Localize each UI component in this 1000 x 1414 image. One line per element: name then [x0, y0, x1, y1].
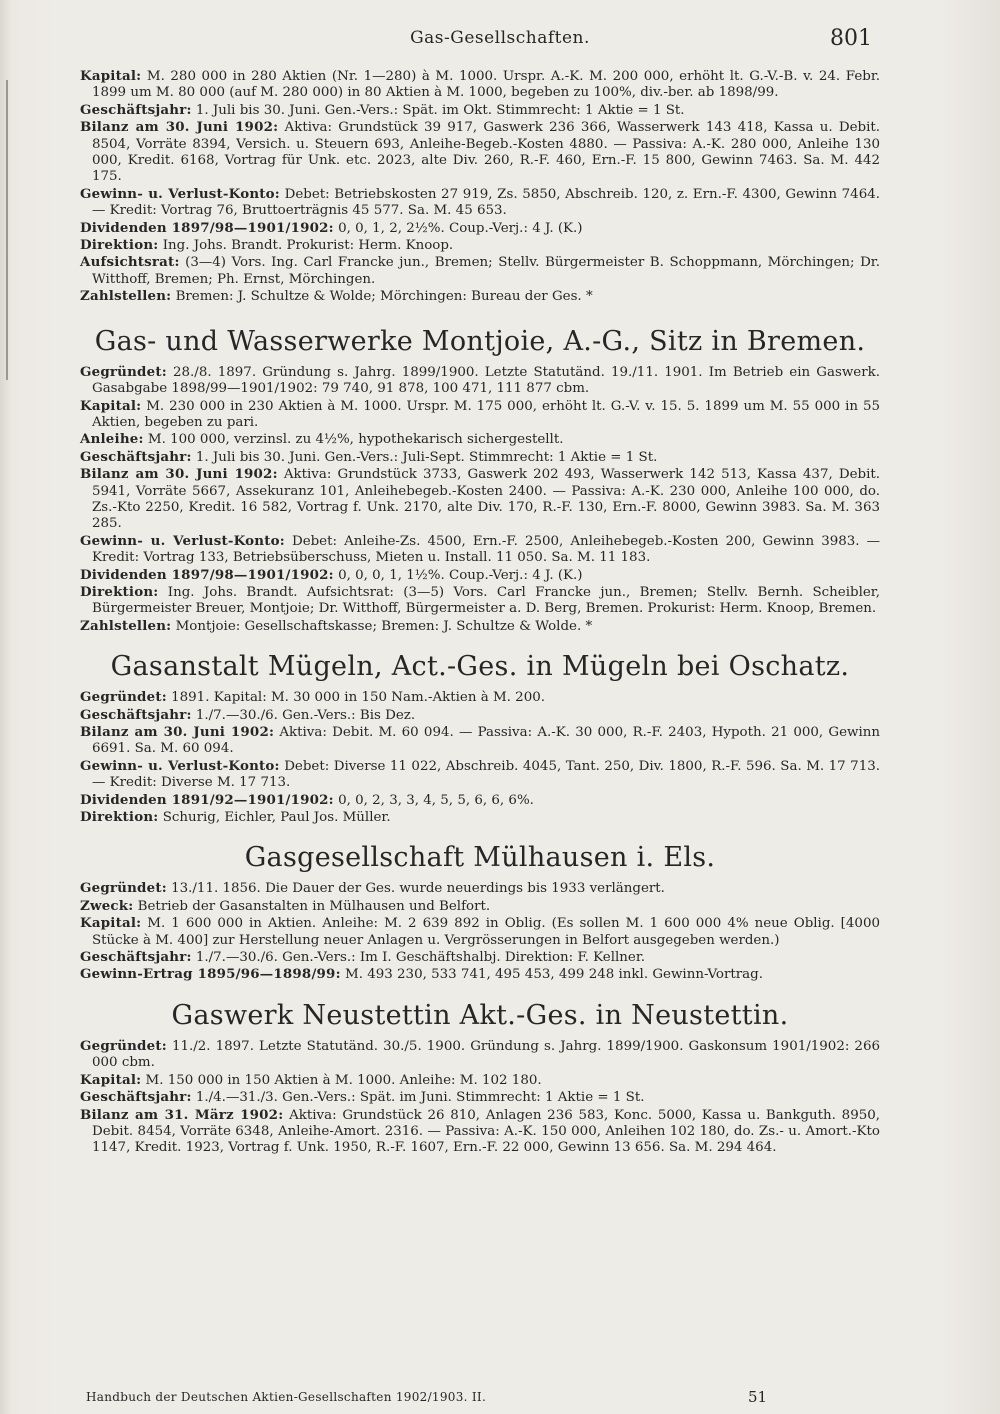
running-head: Gas-Gesellschaften. [410, 28, 590, 48]
binding-edge-shadow [6, 80, 8, 380]
entry-text: Debet: Betriebskosten 27 919, Zs. 5850, Abschreib. 120, z. Ern.-F. 4300, Gewinn 7464. — Kredit: Vortrag 76, Bruttoerträgnis 45 577. Sa. M. 45 653. [92, 186, 880, 219]
entry-label: Gegründet: [80, 689, 167, 706]
page-footer [86, 1388, 886, 1408]
entry-kapital [80, 1072, 880, 1089]
entry-label: Gegründet: [80, 1037, 167, 1054]
company-heading: Gasanstalt Mügeln, Act.-Ges. in Mügeln bei Oschatz. [110, 651, 850, 683]
entry-label: Direktion: [80, 237, 159, 254]
entry-gegruendet [80, 880, 880, 897]
entry-dividenden [80, 567, 880, 584]
entry-text: M. 493 230, 533 741, 495 453, 499 248 inkl. Gewinn-Vortrag. [345, 967, 763, 983]
entry-bilanz [80, 1107, 880, 1157]
entry-label: Gewinn- u. Verlust-Konto: [80, 532, 285, 549]
entry-label: Gewinn- u. Verlust-Konto: [80, 757, 280, 774]
company-entry [80, 364, 880, 636]
entry-direktion [80, 237, 880, 254]
entry-text: 0, 0, 1, 2, 2½%. Coup.-Verj.: 4 J. (K.) [338, 220, 583, 236]
entry-geschaeftsjahr [80, 1089, 880, 1106]
entry-bilanz [80, 119, 880, 186]
entry-label: Zahlstellen: [80, 288, 172, 305]
company-heading: Gaswerk Neustettin Akt.-Ges. in Neustettin. [171, 999, 789, 1031]
entry-text: 1. Juli bis 30. Juni. Gen.-Vers.: Juli-Sept. Stimmrecht: 1 Aktie = 1 St. [195, 449, 658, 465]
entry-label: Direktion: [80, 809, 159, 826]
entry-dividenden [80, 792, 880, 809]
entry-label: Kapital: [80, 68, 142, 84]
entry-label: Bilanz am 31. März 1902: [80, 1106, 284, 1123]
signature-mark: 51 [748, 1388, 768, 1406]
entry-label: Geschäftsjahr: [80, 101, 192, 118]
entry-geschaeftsjahr [80, 102, 880, 119]
entry-label: Zahlstellen: [80, 617, 172, 634]
company-entry [80, 1038, 880, 1157]
entry-label: Gegründet: [80, 880, 167, 897]
entry-label: Kapital: [80, 397, 142, 414]
entry-text: 0, 0, 0, 1, 1½%. Coup.-Verj.: 4 J. (K.) [338, 567, 583, 583]
entry-label: Bilanz am 30. Juni 1902: [80, 466, 278, 483]
entry-text: Bremen: J. Schultze & Wolde; Mörchingen: Bureau der Ges. * [175, 289, 593, 305]
entry-text: Debet: Anleihe-Zs. 4500, Ern.-F. 2500, Anleihebegeb.-Kosten 200, Gewinn 3983. — Kredit: Vortrag 133, Betriebsüberschuss, Mieten u. Install. 11 050. Sa. M. 11 183. [92, 533, 880, 566]
entry-label: Bilanz am 30. Juni 1902: [80, 724, 275, 740]
entry-kapital [80, 398, 880, 432]
entry-bilanz [80, 466, 880, 533]
company-heading: Gas- und Wasserwerke Montjoie, A.-G., Sitz in Bremen. [94, 325, 866, 357]
entry-text: 0, 0, 2, 3, 3, 4, 5, 5, 6, 6, 6%. [338, 792, 534, 808]
entry-kapital [80, 915, 880, 949]
entry-gegruendet [80, 364, 880, 398]
company-entry-continued [80, 68, 880, 306]
entry-gewinn-verlust [80, 533, 880, 567]
entry-label: Aufsichtsrat: [80, 254, 180, 271]
entry-text: M. 280 000 in 280 Aktien (Nr. 1—280) à M. 1000. Urspr. A.-K. M. 200 000, erhöht lt. G.-V.-B. v. 24. Febr. 1899 um M. 80 000 (auf M. 280 000) in 80 Aktien à M. 1000, begeben zu 100%, div.-ber. ab 1898/99. [92, 69, 881, 101]
entry-text: Schurig, Eichler, Paul Jos. Müller. [162, 810, 391, 826]
entry-label: Gewinn-Ertrag 1895/96—1898/99: [80, 966, 341, 983]
entry-geschaeftsjahr [80, 449, 880, 466]
entry-gewinn-ertrag [80, 966, 880, 983]
entry-text: Betrieb der Gasanstalten in Mülhausen und Belfort. [137, 898, 491, 914]
entry-text: 28./8. 1897. Gründung s. Jahrg. 1899/1900. Letzte Statutänd. 19./11. 1901. Im Betrieb ein Gaswerk. Gasabgabe 1898/99—1901/1902: 79 740, 91 878, 100 471, 111 877 cbm. [92, 364, 880, 397]
entry-zahlstellen [80, 288, 880, 305]
entry-text: 1. Juli bis 30. Juni. Gen.-Vers.: Spät. im Okt. Stimmrecht: 1 Aktie = 1 St. [195, 102, 685, 118]
entry-gewinn-verlust [80, 758, 880, 792]
entry-aufsichtsrat [80, 254, 880, 288]
entry-label: Anleihe: [80, 431, 144, 448]
entry-text: Aktiva: Grundstück 26 810, Anlagen 236 583, Konc. 5000, Kassa u. Bankguth. 8950, Debit. 8454, Vorräte 6348, Anleihe-Amort. 2316. — Passiva: A.-K. 150 000, Anleihen 102 180, do. Zs.- u. Amort.-Kto 1147, Kredit. 1923, Vortrag f. Unk. 1950, R.-F. 1607, Ern.-F. 22 000, Gewinn 13 656. Sa. M. 294 464. [92, 1107, 881, 1156]
entry-text: M. 230 000 in 230 Aktien à M. 1000. Urspr. M. 175 000, erhöht lt. G.-V. v. 15. 5. 1899 um M. 55 000 in 55 Aktien, begeben zu pari. [92, 398, 880, 430]
page-header [0, 26, 1000, 54]
entry-label: Kapital: [80, 1071, 142, 1088]
entry-direktion [80, 584, 880, 618]
entry-label: Dividenden 1891/92—1901/1902: [80, 791, 334, 808]
entry-label: Geschäftsjahr: [80, 706, 192, 723]
entry-text: 1./7.—30./6. Gen.-Vers.: Bis Dez. [195, 707, 416, 723]
company-entry [80, 689, 880, 826]
entry-label: Dividenden 1897/98—1901/1902: [80, 566, 334, 583]
entry-text: 1./4.—31./3. Gen.-Vers.: Spät. im Juni. Stimmrecht: 1 Aktie = 1 St. [195, 1090, 645, 1106]
entry-gewinn-verlust [80, 186, 880, 220]
entry-kapital [80, 68, 880, 102]
entry-label: Dividenden 1897/98—1901/1902: [80, 219, 334, 236]
entry-label: Gegründet: [80, 363, 167, 380]
entry-text: Ing. Johs. Brandt. Prokurist: Herm. Knoop. [162, 238, 454, 254]
entry-direktion [80, 809, 880, 826]
entry-anleihe [80, 431, 880, 448]
entry-text: Ing. Johs. Brandt. Aufsichtsrat: (3—5) Vors. Carl Francke jun., Bremen; Stellv. Bernh. Scheibler, Bürgermeister Breuer, Montjoie; Dr. Witthoff, Bürgermeister a. D. Berg, Bremen. Prokurist: Herm. Knoop, Bremen. [92, 584, 880, 617]
entry-gegruendet [80, 689, 880, 706]
entry-text: 1891. Kapital: M. 30 000 in 150 Nam.-Aktien à M. 200. [171, 690, 545, 706]
entry-text: 1./7.—30./6. Gen.-Vers.: Im I. Geschäftshalbj. Direktion: F. Kellner. [195, 950, 646, 966]
entry-label: Kapital: [80, 915, 142, 932]
entry-label: Geschäftsjahr: [80, 949, 192, 966]
entry-zweck [80, 898, 880, 915]
footer-publication: Handbuch der Deutschen Aktien-Gesellschaften 1902/1903. II. [86, 1390, 487, 1404]
page-number: 801 [830, 26, 872, 51]
entry-zahlstellen [80, 618, 880, 635]
entry-text: M. 150 000 in 150 Aktien à M. 1000. Anleihe: M. 102 180. [145, 1072, 542, 1088]
entry-text: 11./2. 1897. Letzte Statutänd. 30./5. 1900. Gründung s. Jahrg. 1899/1900. Gaskonsum 1901/1902: 266 000 cbm. [92, 1038, 880, 1071]
entry-text: Aktiva: Grundstück 39 917, Gaswerk 236 366, Wasserwerk 143 418, Kassa u. Debit. 8504, Vorräte 8394, Versich. u. Steuern 693, Anleihe-Begeb.-Kosten 4880. — Passiva: A.-K. 280 000, Anleihe 130 000, Kredit. 6168, Vortrag für Unk. etc. 2023, alte Div. 260, R.-F. 460, Ern.-F. 15 800, Gewinn 7463. Sa. M. 442 175. [92, 120, 881, 185]
entry-text: Aktiva: Grundstück 3733, Gaswerk 202 493, Wasserwerk 142 513, Kassa 437, Debit. 5941, Vorräte 5667, Assekuranz 101, Anleihebegeb.-Kosten 2400. — Passiva: A.-K. 230 000, Anleihe 100 000, do. Zs.-Kto 2250, Kredit. 16 582, Vortrag f. Unk. 2170, alte Div. 170, R.-F. 130, Ern.-F. 8000, Gewinn 3983. Sa. M. 363 285. [92, 467, 881, 532]
entry-text: Aktiva: Debit. M. 60 094. — Passiva: A.-K. 30 000, R.-F. 2403, Hypoth. 21 000, Gewinn 6691. Sa. M. 60 094. [92, 725, 880, 757]
entry-bilanz [80, 724, 880, 758]
entry-label: Geschäftsjahr: [80, 448, 192, 465]
entry-geschaeftsjahr [80, 707, 880, 724]
entry-label: Geschäftsjahr: [80, 1089, 192, 1106]
entry-label: Zweck: [80, 897, 134, 914]
company-entry [80, 880, 880, 983]
entry-label: Bilanz am 30. Juni 1902: [80, 119, 279, 136]
entry-text: M. 1 600 000 in Aktien. Anleihe: M. 2 639 892 in Oblig. (Es sollen M. 1 600 000 4% neue Oblig. [4000 Stücke à M. 400] zur Herstellung neuer Anlagen u. Vergrösserungen in Belfort ausgegeben werden.) [92, 916, 880, 948]
entry-text: (3—4) Vors. Ing. Carl Francke jun., Bremen; Stellv. Bürgermeister B. Schoppmann, Mörchingen; Dr. Witthoff, Bremen; Ph. Ernst, Mörchingen. [92, 255, 880, 287]
entry-text: M. 100 000, verzinsl. zu 4½%, hypothekarisch sichergestellt. [147, 432, 564, 448]
page-content [80, 68, 880, 1157]
entry-label: Gewinn- u. Verlust-Konto: [80, 185, 280, 202]
entry-text: Montjoie: Gesellschaftskasse; Bremen: J. Schultze & Wolde. * [175, 618, 593, 634]
company-heading: Gasgesellschaft Mülhausen i. Els. [244, 842, 716, 874]
entry-text: 13./11. 1856. Die Dauer der Ges. wurde neuerdings bis 1933 verlängert. [171, 881, 665, 897]
entry-dividenden [80, 220, 880, 237]
entry-gegruendet [80, 1038, 880, 1072]
entry-geschaeftsjahr [80, 949, 880, 966]
entry-label: Direktion: [80, 583, 159, 600]
entry-text: Debet: Diverse 11 022, Abschreib. 4045, Tant. 250, Div. 1800, R.-F. 596. Sa. M. 17 713. — Kredit: Diverse M. 17 713. [92, 758, 880, 791]
